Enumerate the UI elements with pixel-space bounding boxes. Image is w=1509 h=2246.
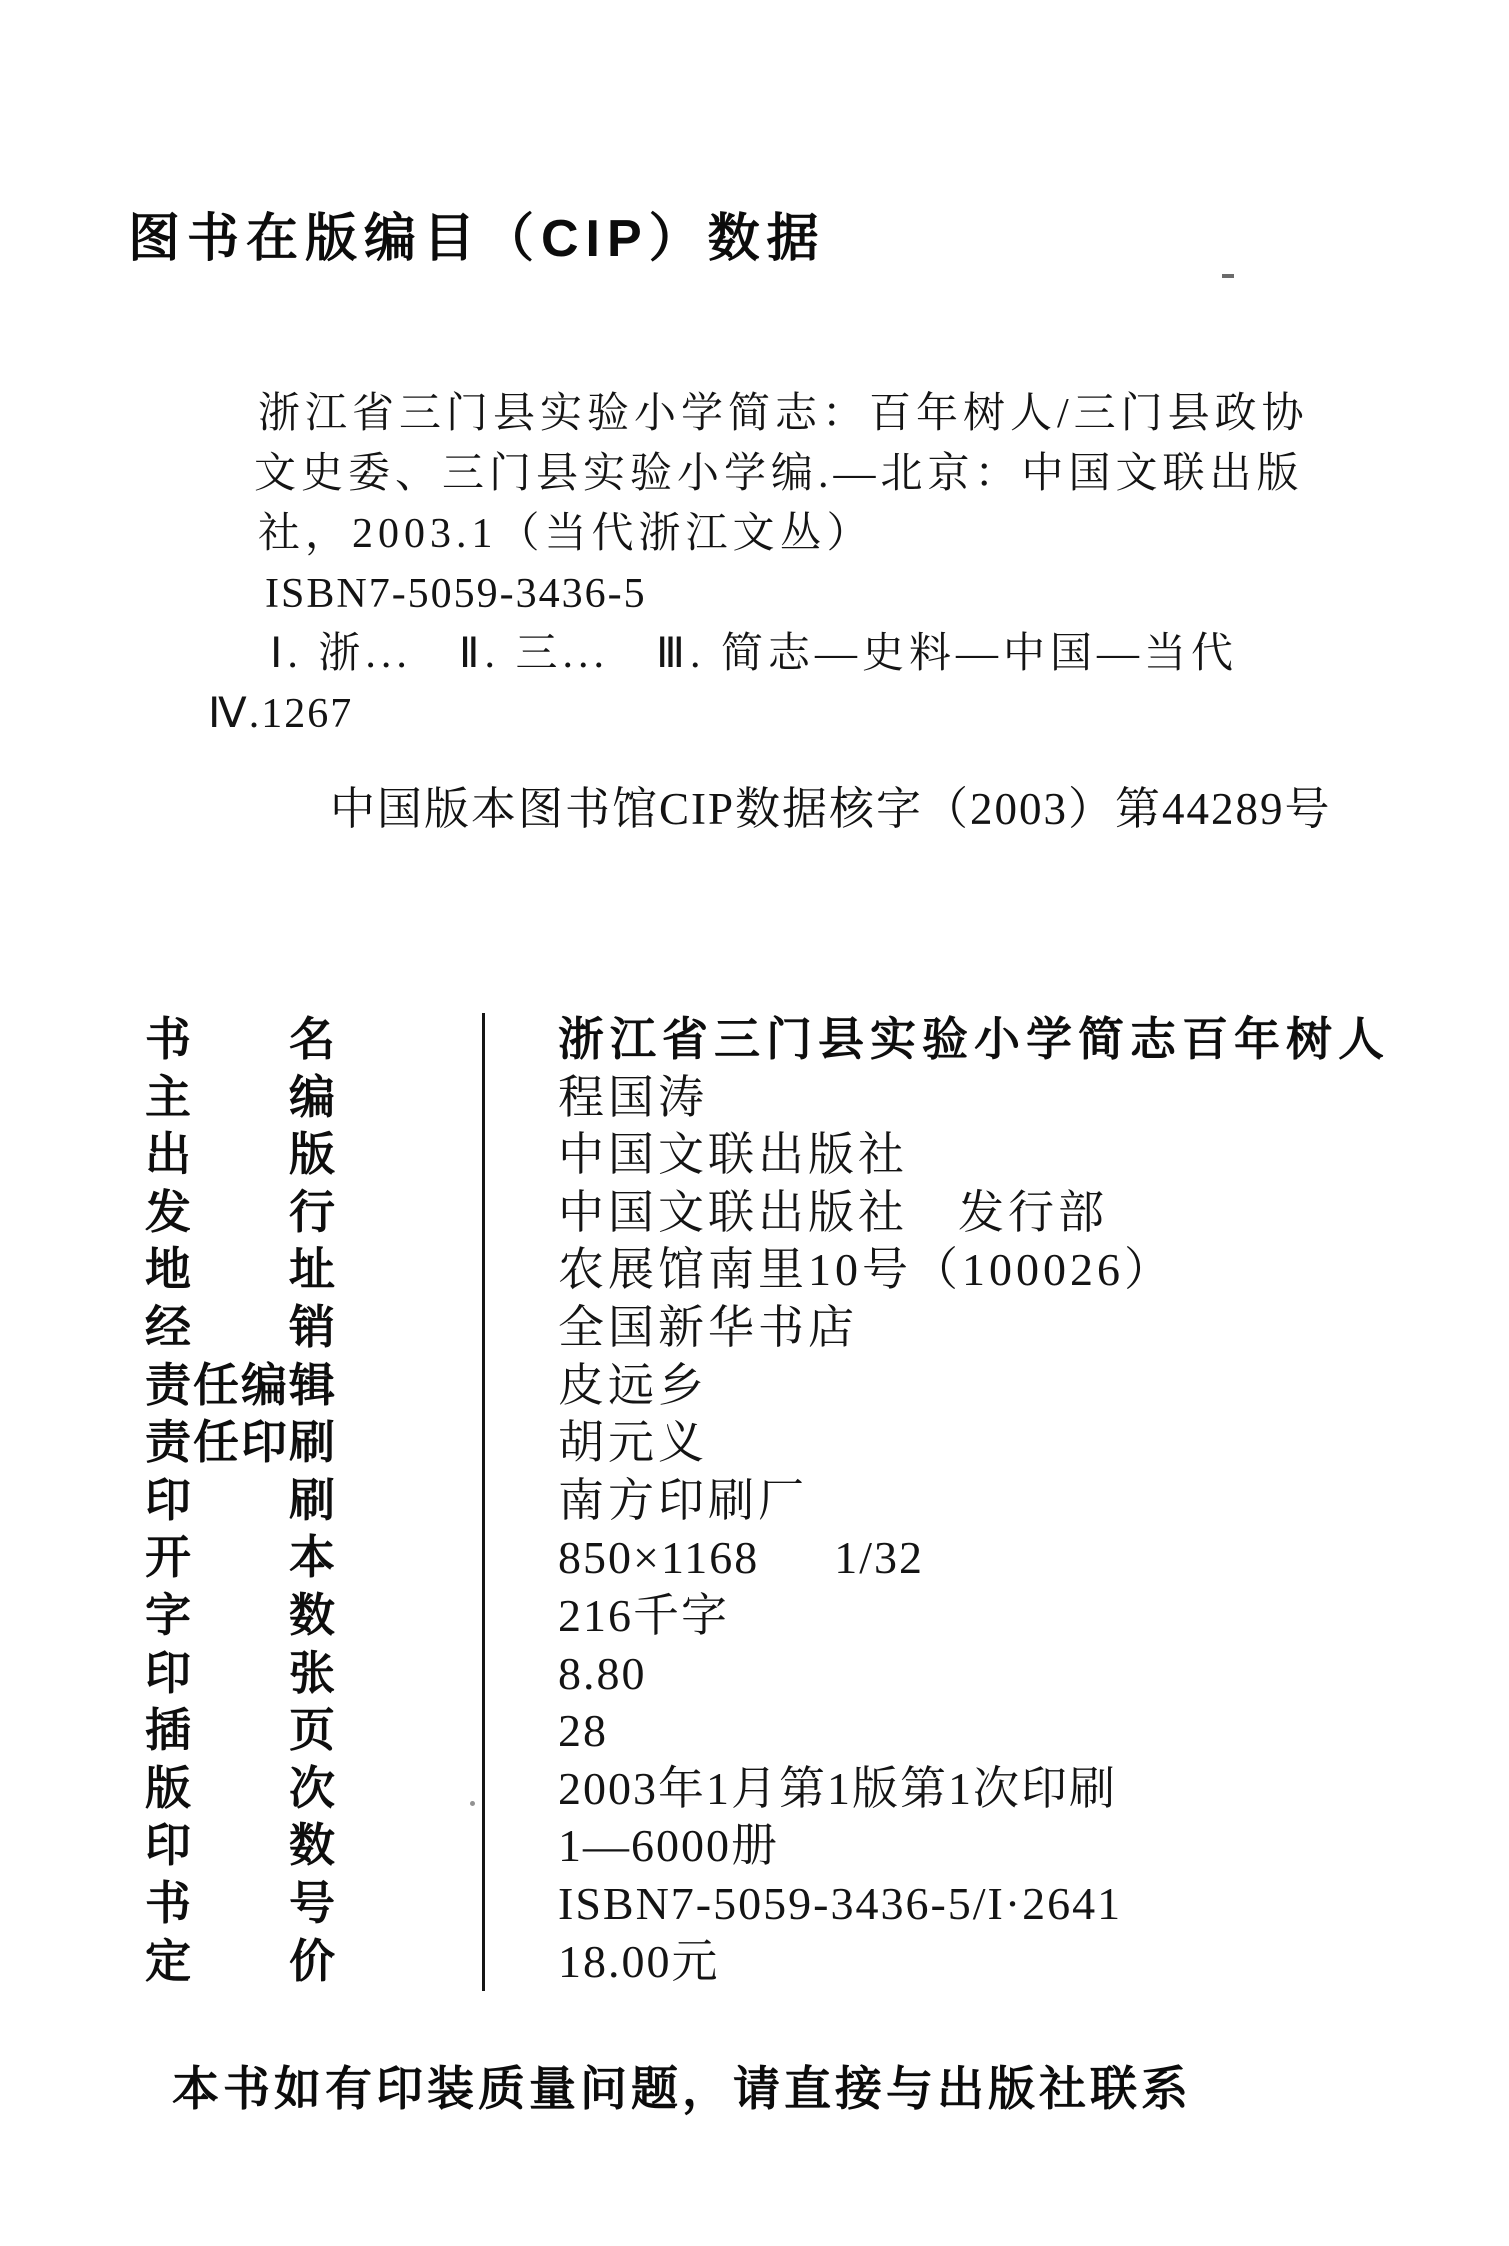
scan-artifact-dash — [1222, 274, 1234, 278]
table-row-chief-editor — [145, 1069, 1445, 1127]
row-label: 版次 — [145, 1761, 335, 1814]
table-row-inserts — [145, 1702, 1445, 1760]
table-row-responsible-printer — [145, 1414, 1445, 1472]
row-value: 1—6000册 — [558, 1820, 779, 1872]
row-label: 插页 — [145, 1704, 335, 1757]
row-label: 地址 — [145, 1243, 335, 1296]
row-label: 印刷 — [145, 1473, 335, 1526]
table-row-retailer — [145, 1299, 1445, 1357]
cip-line: 文史委、三门县实验小学编.—北京：中国文联出版 — [254, 451, 1304, 497]
row-value: 2003年1月第1版第1次印刷 — [558, 1762, 1117, 1814]
row-label: 书名 — [145, 1013, 335, 1065]
quality-notice: 本书如有印装质量问题，请直接与出版社联系 — [172, 2062, 1192, 2115]
cip-line: 社，2003.1（当代浙江文丛） — [258, 511, 874, 557]
row-value: ISBN7-5059-3436-5/I·2641 — [558, 1877, 1123, 1929]
row-value: 胡元义 — [558, 1417, 708, 1469]
cip-isbn-line: ISBN7-5059-3436-5 — [265, 571, 647, 617]
row-label: 字数 — [145, 1588, 335, 1641]
row-label: 责任编辑 — [145, 1358, 335, 1411]
row-value: 8.80 — [558, 1647, 647, 1699]
table-row-print-run — [145, 1817, 1445, 1875]
row-value: 18.00元 — [558, 1935, 720, 1987]
cip-class-number-line: Ⅳ.1267 — [208, 691, 354, 737]
table-row-book-number — [145, 1875, 1445, 1933]
row-label: 定价 — [145, 1934, 335, 1987]
row-label: 发行 — [145, 1185, 335, 1238]
cip-classification-line: Ⅰ. 浙... Ⅱ. 三... Ⅲ. 简志—史料—中国—当代 — [270, 631, 1239, 677]
page-title: 图书在版编目（CIP）数据 — [128, 210, 826, 268]
table-row-publisher — [145, 1126, 1445, 1184]
row-label: 责任印刷 — [145, 1416, 335, 1469]
row-value: 中国文联出版社 发行部 — [558, 1186, 1108, 1238]
table-row-distributor — [145, 1184, 1445, 1242]
row-label: 印数 — [145, 1819, 335, 1872]
row-value: 中国文联出版社 — [558, 1129, 908, 1181]
row-value: 程国涛 — [558, 1071, 708, 1123]
table-row-format — [145, 1529, 1445, 1587]
row-value: 216千字 — [558, 1589, 729, 1641]
row-label: 出版 — [145, 1128, 335, 1181]
row-value: 浙江省三门县实验小学简志百年树人 — [558, 1013, 1390, 1065]
row-value: 28 — [558, 1705, 608, 1757]
table-row-edition — [145, 1760, 1445, 1818]
cip-record-number: 中国版本图书馆CIP数据核字（2003）第44289号 — [330, 784, 1332, 834]
row-label: 开本 — [145, 1531, 335, 1584]
table-row-address — [145, 1241, 1445, 1299]
table-row-price — [145, 1933, 1445, 1991]
row-label: 经销 — [145, 1300, 335, 1353]
table-row-word-count — [145, 1587, 1445, 1645]
table-row-printed-sheets — [145, 1645, 1445, 1703]
row-label: 印张 — [145, 1646, 335, 1699]
colophon-table — [145, 1011, 1445, 1990]
row-value: 南方印刷厂 — [558, 1474, 808, 1526]
row-value: 全国新华书店 — [558, 1301, 858, 1353]
table-row-responsible-editor — [145, 1357, 1445, 1415]
row-value: 850×1168 1/32 — [558, 1532, 925, 1584]
cip-line: 浙江省三门县实验小学简志：百年树人/三门县政协 — [258, 391, 1309, 437]
cip-description-block — [140, 384, 1320, 744]
row-value: 农展馆南里10号（100026） — [558, 1244, 1174, 1296]
table-row-book-name — [145, 1011, 1445, 1069]
row-label: 主编 — [145, 1070, 335, 1123]
table-row-printing-house — [145, 1472, 1445, 1530]
row-value: 皮远乡 — [558, 1359, 708, 1411]
row-label: 书号 — [145, 1876, 335, 1929]
